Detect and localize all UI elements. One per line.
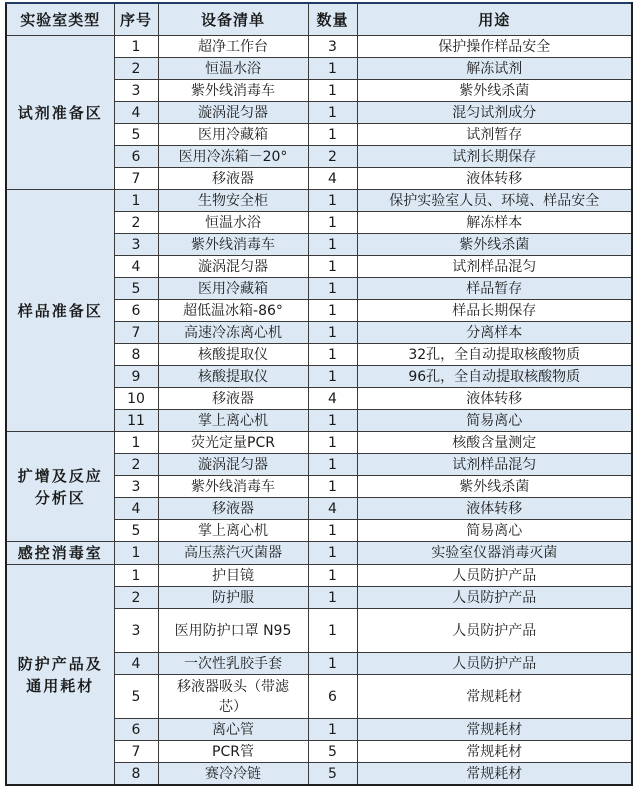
cell-equipment: 医用冷冻箱－20°	[158, 146, 308, 168]
cell-no: 1	[114, 542, 158, 565]
header-equipment: 设备清单	[158, 3, 308, 36]
cell-no: 6	[114, 719, 158, 741]
cell-qty: 5	[308, 763, 357, 786]
cell-no: 11	[114, 410, 158, 432]
cell-no: 4	[114, 653, 158, 675]
table-row	[6, 542, 632, 565]
cell-equipment: 一次性乳胶手套	[158, 653, 308, 675]
cell-no: 3	[114, 609, 158, 653]
zone-label: 试剂准备区	[6, 36, 114, 190]
cell-use: 紫外线杀菌	[357, 476, 632, 498]
cell-equipment: 移液器	[158, 498, 308, 520]
cell-no: 10	[114, 388, 158, 410]
cell-equipment: 超低温冰箱-86°	[158, 300, 308, 322]
table-row	[6, 36, 632, 58]
cell-qty: 1	[308, 322, 357, 344]
cell-equipment: 紫外线消毒车	[158, 476, 308, 498]
cell-qty: 1	[308, 542, 357, 565]
cell-use: 简易离心	[357, 410, 632, 432]
cell-no: 4	[114, 102, 158, 124]
header-lab-type: 实验室类型	[6, 3, 114, 36]
cell-use: 样品暂存	[357, 278, 632, 300]
cell-use: 常规耗材	[357, 719, 632, 741]
cell-qty: 1	[308, 102, 357, 124]
cell-use: 试剂样品混匀	[357, 454, 632, 476]
cell-no: 2	[114, 587, 158, 609]
cell-equipment: 移液器	[158, 168, 308, 190]
cell-equipment: 恒温水浴	[158, 212, 308, 234]
cell-use: 保护操作样品安全	[357, 36, 632, 58]
cell-equipment: 移液器吸头（带滤 芯）	[158, 675, 308, 719]
cell-qty: 1	[308, 565, 357, 587]
cell-use: 核酸含量测定	[357, 432, 632, 454]
cell-equipment: 移液器	[158, 388, 308, 410]
cell-qty: 1	[308, 609, 357, 653]
cell-use: 常规耗材	[357, 741, 632, 763]
cell-no: 1	[114, 565, 158, 587]
cell-use: 混匀试剂成分	[357, 102, 632, 124]
cell-equipment: 漩涡混匀器	[158, 102, 308, 124]
cell-no: 7	[114, 322, 158, 344]
cell-no: 5	[114, 124, 158, 146]
cell-qty: 1	[308, 234, 357, 256]
cell-equipment: 生物安全柜	[158, 190, 308, 212]
cell-equipment: 漩涡混匀器	[158, 454, 308, 476]
cell-qty: 2	[308, 146, 357, 168]
cell-qty: 1	[308, 190, 357, 212]
cell-equipment: 荧光定量PCR	[158, 432, 308, 454]
cell-qty: 1	[308, 344, 357, 366]
cell-qty: 1	[308, 476, 357, 498]
cell-use: 样品长期保存	[357, 300, 632, 322]
cell-qty: 5	[308, 741, 357, 763]
cell-use: 紫外线杀菌	[357, 234, 632, 256]
cell-equipment: 掌上离心机	[158, 520, 308, 542]
cell-no: 2	[114, 454, 158, 476]
cell-qty: 1	[308, 520, 357, 542]
cell-equipment: PCR管	[158, 741, 308, 763]
cell-qty: 6	[308, 675, 357, 719]
cell-no: 5	[114, 278, 158, 300]
cell-qty: 4	[308, 498, 357, 520]
cell-no: 5	[114, 675, 158, 719]
cell-equipment: 漩涡混匀器	[158, 256, 308, 278]
cell-no: 3	[114, 80, 158, 102]
cell-equipment: 紫外线消毒车	[158, 234, 308, 256]
cell-equipment: 医用冷藏箱	[158, 124, 308, 146]
cell-use: 简易离心	[357, 520, 632, 542]
cell-no: 6	[114, 146, 158, 168]
cell-use: 试剂暂存	[357, 124, 632, 146]
cell-equipment: 离心管	[158, 719, 308, 741]
zone-label: 样品准备区	[6, 190, 114, 432]
cell-qty: 1	[308, 432, 357, 454]
cell-equipment: 核酸提取仪	[158, 344, 308, 366]
cell-qty: 1	[308, 719, 357, 741]
cell-qty: 1	[308, 80, 357, 102]
zone-label: 防护产品及 通用耗材	[6, 565, 114, 786]
header-row	[6, 3, 632, 36]
zone-label: 扩增及反应 分析区	[6, 432, 114, 542]
cell-qty: 1	[308, 212, 357, 234]
cell-no: 7	[114, 741, 158, 763]
cell-no: 4	[114, 498, 158, 520]
cell-equipment: 护目镜	[158, 565, 308, 587]
cell-no: 1	[114, 190, 158, 212]
cell-equipment: 紫外线消毒车	[158, 80, 308, 102]
cell-equipment: 高速冷冻离心机	[158, 322, 308, 344]
cell-equipment: 核酸提取仪	[158, 366, 308, 388]
zone-label: 感控消毒室	[6, 542, 114, 565]
cell-no: 8	[114, 763, 158, 786]
cell-equipment: 高压蒸汽灭菌器	[158, 542, 308, 565]
cell-use: 液体转移	[357, 168, 632, 190]
cell-use: 实验室仪器消毒灭菌	[357, 542, 632, 565]
cell-qty: 1	[308, 58, 357, 80]
cell-use: 常规耗材	[357, 763, 632, 786]
cell-no: 3	[114, 234, 158, 256]
cell-qty: 4	[308, 168, 357, 190]
cell-qty: 1	[308, 587, 357, 609]
cell-no: 2	[114, 58, 158, 80]
cell-use: 保护实验室人员、环境、样品安全	[357, 190, 632, 212]
cell-use: 试剂样品混匀	[357, 256, 632, 278]
table-row	[6, 432, 632, 454]
cell-no: 8	[114, 344, 158, 366]
cell-qty: 1	[308, 300, 357, 322]
cell-equipment: 超净工作台	[158, 36, 308, 58]
cell-use: 解冻样本	[357, 212, 632, 234]
cell-use: 紫外线杀菌	[357, 80, 632, 102]
cell-qty: 1	[308, 454, 357, 476]
cell-no: 9	[114, 366, 158, 388]
equipment-table	[5, 2, 633, 786]
cell-use: 人员防护产品	[357, 653, 632, 675]
table-row	[6, 190, 632, 212]
cell-use: 分离样本	[357, 322, 632, 344]
cell-use: 常规耗材	[357, 675, 632, 719]
cell-qty: 1	[308, 256, 357, 278]
cell-no: 7	[114, 168, 158, 190]
cell-use: 液体转移	[357, 498, 632, 520]
cell-qty: 1	[308, 124, 357, 146]
cell-equipment: 防护服	[158, 587, 308, 609]
header-use: 用途	[357, 3, 632, 36]
cell-no: 5	[114, 520, 158, 542]
cell-qty: 1	[308, 366, 357, 388]
cell-no: 1	[114, 36, 158, 58]
cell-qty: 1	[308, 278, 357, 300]
cell-qty: 3	[308, 36, 357, 58]
cell-equipment: 恒温水浴	[158, 58, 308, 80]
cell-no: 4	[114, 256, 158, 278]
header-qty: 数量	[308, 3, 357, 36]
cell-no: 1	[114, 432, 158, 454]
cell-use: 解冻试剂	[357, 58, 632, 80]
header-no: 序号	[114, 3, 158, 36]
cell-equipment: 医用防护口罩 N95	[158, 609, 308, 653]
cell-no: 3	[114, 476, 158, 498]
cell-qty: 1	[308, 410, 357, 432]
cell-use: 人员防护产品	[357, 587, 632, 609]
cell-use: 人员防护产品	[357, 565, 632, 587]
cell-equipment: 赛冷冷链	[158, 763, 308, 786]
cell-no: 6	[114, 300, 158, 322]
cell-use: 人员防护产品	[357, 609, 632, 653]
cell-equipment: 掌上离心机	[158, 410, 308, 432]
cell-use: 液体转移	[357, 388, 632, 410]
cell-use: 32孔，全自动提取核酸物质	[357, 344, 632, 366]
cell-use: 96孔，全自动提取核酸物质	[357, 366, 632, 388]
cell-qty: 4	[308, 388, 357, 410]
cell-use: 试剂长期保存	[357, 146, 632, 168]
cell-no: 2	[114, 212, 158, 234]
table-row	[6, 565, 632, 587]
cell-qty: 1	[308, 653, 357, 675]
cell-equipment: 医用冷藏箱	[158, 278, 308, 300]
